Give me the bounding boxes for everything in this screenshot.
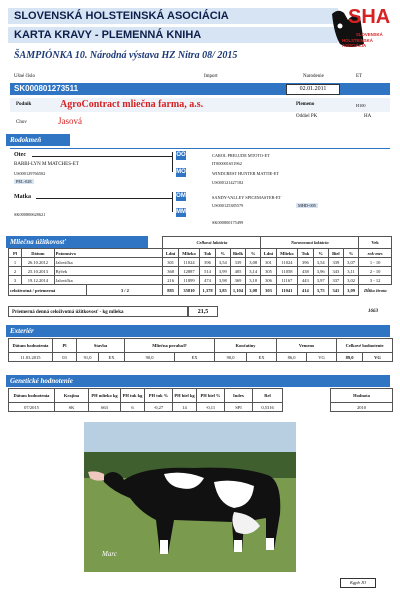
- cell: 337: [328, 276, 343, 285]
- ext-col-frame: Stavba: [77, 339, 125, 353]
- cell: 2: [9, 267, 22, 276]
- milk-col2-protein: Biel: [328, 249, 343, 258]
- card-title: KARTA KRAVY - PLEMENNÁ KNIHA: [8, 27, 338, 43]
- cell: 90,0: [215, 353, 247, 362]
- cell: 3,09: [343, 285, 358, 296]
- et-label: ET: [356, 74, 363, 79]
- ext-col-pl: Pl: [53, 339, 77, 353]
- cell: SK: [55, 403, 89, 412]
- cell: 03: [53, 353, 77, 362]
- cell: 514: [200, 267, 215, 276]
- ear-label: Ušné číslo: [14, 74, 35, 79]
- cell: VG: [363, 353, 393, 362]
- cell: 14: [173, 403, 197, 412]
- cell: 86,0: [277, 353, 307, 362]
- cell: SPI: [225, 403, 253, 412]
- cell: 1 - 10: [359, 258, 392, 267]
- cell: 339: [328, 258, 343, 267]
- mm-id: SK000800175499: [212, 220, 244, 225]
- cell: 90,0: [125, 353, 175, 362]
- cell: 11.03.2015: [9, 353, 53, 362]
- gen-col-fat: PH tuk kg: [121, 389, 145, 403]
- sire-code: PEL-028: [16, 179, 32, 184]
- cell: 3: [9, 276, 22, 285]
- cell: 339: [230, 258, 245, 267]
- milk-col2-milk: Mlieko: [276, 249, 298, 258]
- gen-col-protein-pct: PH biel %: [197, 389, 225, 403]
- oo-name: CAROL PRELUDE MTOTO-ET: [212, 153, 270, 158]
- milk-col2-protein-pct: %: [343, 249, 358, 258]
- cell: 3,14: [246, 267, 261, 276]
- table-row: [9, 403, 393, 412]
- mo-badge: MO: [176, 169, 186, 175]
- stamp: Kgpb JO: [340, 578, 376, 588]
- cell: 443: [298, 276, 313, 285]
- milk-col-fat: Tuk: [200, 249, 215, 258]
- om-code: MHD-005: [298, 203, 316, 208]
- mo-name: WINDCREST HUNTER MATTIE-ET: [212, 171, 279, 176]
- show-title: ŠAMPIÓNKA 10. Národná výstava HZ Nitra 08/ 2015: [14, 50, 238, 61]
- milk-group-total: Celková laktácia: [163, 237, 261, 249]
- cell: 2 - 10: [359, 267, 392, 276]
- cell: 305: [261, 267, 276, 276]
- breeder-name: AgroContract mliečna farma, a.s.: [60, 99, 204, 110]
- oddiel-value: HA: [364, 114, 372, 119]
- cell: 11899: [178, 276, 200, 285]
- pedigree-section: Rodokmeň: [6, 134, 70, 146]
- cell: 405: [230, 267, 245, 276]
- cell: 3,11: [343, 267, 358, 276]
- milk-total-row: [9, 285, 392, 296]
- cell: 343: [328, 267, 343, 276]
- cell: 89,0: [337, 353, 363, 362]
- milk-col-fat-pct: %: [215, 249, 230, 258]
- milk-col-pl: Pl: [9, 249, 22, 258]
- gen-col-fat-pct: PH tuk %: [145, 389, 173, 403]
- cell: 3,07: [343, 258, 358, 267]
- cell: -0,27: [145, 403, 173, 412]
- mm-badge: MM: [176, 209, 186, 215]
- milk-col-milk: Mlieko: [178, 249, 200, 258]
- om-id: US000125385579: [212, 203, 244, 208]
- cell: -0,11: [197, 403, 225, 412]
- milk-col-age: rok-mes: [359, 249, 392, 258]
- logo-sub2: HOLSTEINSKÁ ASOCIÁCIA: [342, 38, 373, 48]
- genetic-table: [8, 388, 393, 412]
- dam-label: Matka: [14, 194, 31, 200]
- cell: 3,85: [215, 285, 230, 296]
- cell: 26.10.2012: [22, 258, 55, 267]
- daily-label: Priemerná denná celoživotná úžitkovosť - kg mlieka: [8, 306, 188, 317]
- cell: 3,02: [343, 276, 358, 285]
- association-title: SLOVENSKÁ HOLSTEINSKÁ ASOCIÁCIA: [8, 8, 338, 24]
- breeder-label: Podnik: [16, 102, 32, 107]
- table-row: [9, 258, 392, 267]
- cell: Jalovička: [54, 276, 163, 285]
- exterior-table: [8, 338, 393, 362]
- import-label: Import: [204, 74, 218, 79]
- plemeno-value: H100: [356, 103, 366, 108]
- genetic-section: Genetické hodnotenie: [6, 375, 390, 387]
- milk-col2-fat: Tuk: [298, 249, 313, 258]
- cell: 3,54: [313, 258, 328, 267]
- life-note: Dĺžka života: [364, 287, 387, 293]
- born-label: Narodenie: [303, 74, 324, 79]
- cell: 11024: [178, 258, 200, 267]
- cell: 885: [163, 285, 178, 296]
- sire-name: BARBI-LYN M MATCHES-ET: [14, 162, 79, 167]
- gen-col-rel: Rel: [253, 389, 283, 403]
- cell: 11041: [276, 285, 298, 296]
- gen-col-milk: PH mlieko kg: [89, 389, 121, 403]
- cell: 474: [200, 276, 215, 285]
- cell: 301: [163, 258, 178, 267]
- cell: 91,0: [77, 353, 99, 362]
- cell: 3,96: [313, 267, 328, 276]
- cell: 1: [9, 258, 22, 267]
- mo-id: US000121427182: [212, 180, 244, 185]
- ext-col-final: Celkové hodnotenie: [337, 339, 393, 353]
- cell: 11058: [276, 267, 298, 276]
- cell: EX: [175, 353, 215, 362]
- cell: 306: [261, 276, 276, 285]
- milk-col2-ldni: Ldni: [261, 249, 276, 258]
- cell: 19.12.2014: [22, 276, 55, 285]
- cell: 3 - 12: [359, 276, 392, 285]
- logo-sub1: SLOVENSKÁ: [356, 32, 383, 37]
- cell: Jalovička: [54, 258, 163, 267]
- milk-col-protein: Bielk: [230, 249, 245, 258]
- milk-table: [8, 236, 392, 296]
- cell: 3,08: [246, 285, 261, 296]
- gen-col-country: Krajina: [55, 389, 89, 403]
- oo-id: IT000001651962: [212, 161, 242, 166]
- gen-col-date: Dátum hodnotenia: [9, 389, 55, 403]
- cell: 1,378: [200, 285, 215, 296]
- oo-badge: OO: [176, 152, 186, 158]
- cell: 216: [163, 276, 178, 285]
- table-row: [9, 267, 392, 276]
- photo-watermark: Marc: [102, 550, 117, 558]
- cell: EX: [247, 353, 277, 362]
- ear-number: SK000801273511: [14, 84, 79, 93]
- cell: 3,98: [215, 276, 230, 285]
- cell: 369: [230, 276, 245, 285]
- milk-col-offspring: Potomstvo: [54, 249, 163, 258]
- cow-photo: [84, 422, 296, 572]
- milk-col-protein-pct: %: [246, 249, 261, 258]
- table-row: [9, 276, 392, 285]
- cell: 663: [89, 403, 121, 412]
- gen-col-value: Hodnota: [331, 389, 393, 403]
- cell: VG: [307, 353, 337, 362]
- milk-col-ldni: Ldni: [163, 249, 178, 258]
- cell: 3,08: [246, 258, 261, 267]
- cell: 414: [298, 285, 313, 296]
- cell: 11167: [276, 276, 298, 285]
- cell: 341: [328, 285, 343, 296]
- cell: 3,75: [313, 285, 328, 296]
- cell: 368: [163, 267, 178, 276]
- gen-col-index: Index: [225, 389, 253, 403]
- cell: 11024: [276, 258, 298, 267]
- sire-label: Otec: [14, 152, 26, 158]
- table-row: [9, 353, 393, 362]
- gen-col-protein: PH biel kg: [173, 389, 197, 403]
- cell: 12887: [178, 267, 200, 276]
- milk-col2-fat-pct: %: [313, 249, 328, 258]
- owner-label: Chov: [16, 120, 27, 125]
- ext-col-udder: Vemeno: [277, 339, 337, 353]
- ext-col-legs: Končatiny: [215, 339, 277, 353]
- cell: Býček: [54, 267, 163, 276]
- exterior-section: Exteriér: [6, 325, 390, 337]
- owner-name: Jasová: [58, 116, 82, 126]
- milk-section: Mliečna úžitkovosť: [6, 236, 148, 248]
- cell: 3,97: [313, 276, 328, 285]
- om-name: SANDY-VALLEY SPICEMASTER-ET: [212, 195, 282, 200]
- ext-col-date: Dátum hodnotenia: [9, 339, 53, 353]
- om-badge: OM: [176, 193, 186, 199]
- dam-vertical: [172, 192, 173, 212]
- cell: 396: [298, 258, 313, 267]
- cell: 6: [121, 403, 145, 412]
- pedigree-line: [10, 148, 390, 149]
- milk-total-label: celoživotná / priemerná: [9, 285, 87, 296]
- cell: 3,54: [215, 258, 230, 267]
- ext-col-dairy: Mliečna povaha/F: [125, 339, 215, 353]
- cell: 0,5316: [253, 403, 283, 412]
- life-days: 1663: [368, 309, 378, 314]
- milk-col-date: Dátum: [22, 249, 55, 258]
- dam-line: [36, 198, 172, 199]
- born-date: 02.01.2011: [286, 84, 340, 95]
- cell: 3,10: [246, 276, 261, 285]
- cell: 2010: [331, 403, 393, 412]
- cell: 35810: [178, 285, 200, 296]
- cell: 396: [200, 258, 215, 267]
- oddiel-label: Oddiel PK: [296, 114, 318, 119]
- sire-line: [32, 156, 172, 157]
- cell: 303: [261, 285, 276, 296]
- milk-total-count: 3 / 2: [87, 285, 163, 296]
- sire-vertical: [172, 152, 173, 172]
- cell: 301: [261, 258, 276, 267]
- sire-id: US000129766502: [14, 171, 46, 176]
- cell: 25.10.2013: [22, 267, 55, 276]
- cell: 07/2015: [9, 403, 55, 412]
- plemeno-label: Plemeno: [296, 102, 315, 107]
- dam-id: SK000800628621: [14, 212, 46, 217]
- cell: 438: [298, 267, 313, 276]
- daily-value: 21,5: [188, 306, 218, 317]
- milk-group-age: Vek: [359, 237, 392, 249]
- cell: 1,104: [230, 285, 245, 296]
- cell: 3,99: [215, 267, 230, 276]
- sha-logo: [330, 4, 396, 56]
- logo-text: SHA: [348, 6, 391, 28]
- cell: EX: [99, 353, 125, 362]
- milk-group-normed: Normovaná laktácia: [261, 237, 359, 249]
